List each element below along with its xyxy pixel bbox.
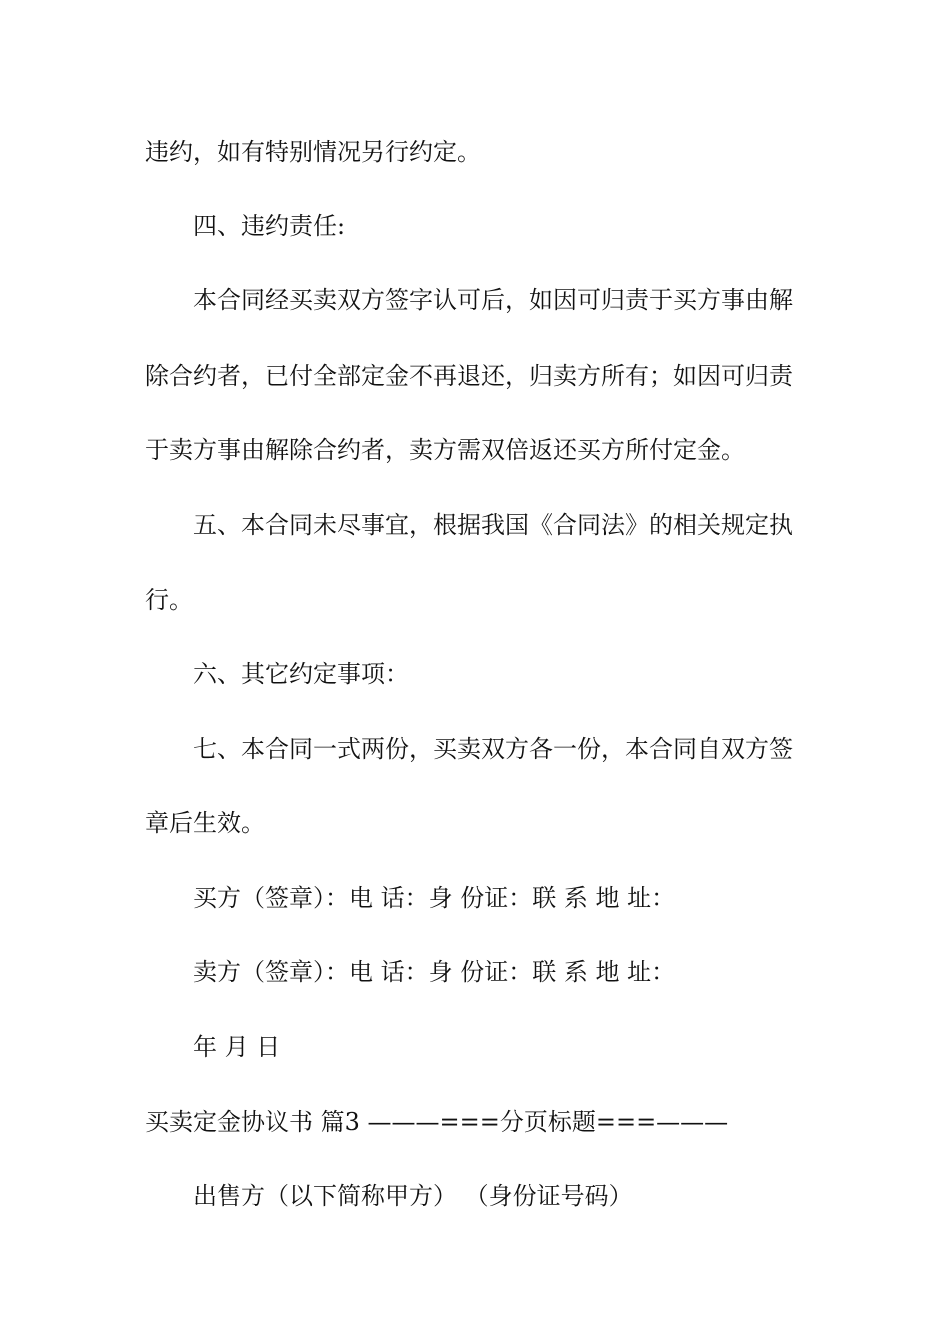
text-line: 本合同经买卖双方签字认可后，如因可归责于买方事由解 [193,286,793,314]
text-line: 除合约者，已付全部定金不再退还，归卖方所有；如因可归责 [145,362,793,390]
text-line: 行。 [145,586,193,614]
date-line: 年 月 日 [193,1033,281,1061]
text-line: 出售方（以下简称甲方） （身份证号码） [193,1182,633,1210]
text-line: 七、本合同一式两份，买卖双方各一份，本合同自双方签 [193,735,793,763]
signature-line-seller: 卖方（签章）：电 话：身 份证：联 系 地 址： [193,958,676,986]
signature-line-buyer: 买方（签章）：电 话：身 份证：联 系 地 址： [193,884,676,912]
page-title-line: 买卖定金协议书 篇3 ———===分页标题===——— [145,1108,729,1136]
section-heading: 六、其它约定事项： [193,660,409,688]
text-line: 章后生效。 [145,809,265,837]
section-heading: 四、违约责任: [193,212,346,240]
text-line: 于卖方事由解除合约者，卖方需双倍返还买方所付定金。 [145,436,745,464]
text-line: 违约，如有特别情况另行约定。 [145,138,481,166]
text-line: 五、本合同未尽事宜，根据我国《合同法》的相关规定执 [193,511,793,539]
